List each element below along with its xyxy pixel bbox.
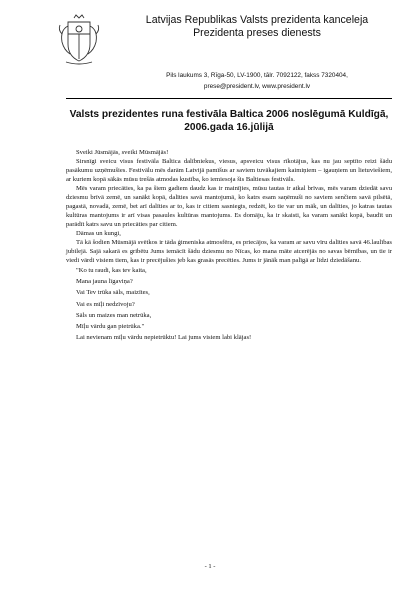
address-line-2: prese@president.lv, www.president.lv [203,83,311,90]
org-line-2: Prezidenta preses dienests [193,27,321,39]
closing-line: Lai nevienam mīļu vārdu nepietrūktu! Lai jums visiem labi klājas! [76,334,252,342]
coat-of-arms-icon [54,12,104,66]
song-verse [66,265,392,343]
org-line-1: Latvijas Republikas Valsts prezidenta kanceleja [145,14,369,26]
verse-line: "Ko tu raudi, kas tev kaita, [76,267,147,274]
organization-name [112,14,402,40]
verse-line: Sāls un maizes man netrūka, [76,311,152,319]
verse-line: Vai es mīļi nedzīvoju? [76,300,135,308]
address-line-1: Pils laukums 3, Rīga-50, LV-1900, tālr. 7092122, fakss 7320404, [166,72,348,79]
title-line-1: Valsts prezidentes runa festivāla Baltica 2006 noslēgumā Kuldīgā, [69,109,389,120]
page-number: - 1 - [204,563,216,570]
paragraph-3: Dāmas un kungi, [76,230,121,237]
speech-body [66,148,392,343]
verse-line: Mīļu vārdu gan pietrūka." [76,323,145,331]
paragraph-1: Sirsnīgi sveicu visus festivāla Baltica dalībniekus, viesus, apsveicu visus rīkotājus, kas nu jau septīto reizi šādu pasākumu uzņēmušies. Festivālu mēs darām Latvijā pamīšus ar saviem tuvākajiem kaimiņiem – igauņiem un lietuviešiem, ar kuriem kopā sākās mūsu trešās atmodas kustība, ko iemiesoja šis Baltiesas festivāls. [66,158,392,183]
document-title [66,108,392,134]
verse-line: Vai Tev trūka sāls, maizītes, [76,289,150,297]
title-line-2: 2006.gada 16.jūlijā [184,122,274,133]
header-divider [66,98,392,99]
greeting: Sveiki Jūsmājās, sveiki Mūsmājās! [76,149,169,156]
contact-address [112,70,402,92]
paragraph-4: Tā kā šodien Mūsmājā svētkos ir tāda ģimeniska atmosfēra, es priecājos, ka varam ar savu vīru dalīties savā 46.laulības jubilejā. Sajā sakarā es gribētu Jums iemācīt šādu dziesmu no Nīcas, ko mana māte atcerējās no savas bērnības, un tie ir viedi vārdi visiem tiem, kas ir precējušies jeb kas grasās precēties. Jums ir jānāk man palīgā ar līdzi dziedāšanu. [66,239,392,264]
verse-line: Mana jauna līgaviņa? [76,278,133,286]
paragraph-2: Mēs varam priecāties, ka pa šiem gadiem daudz kas ir mainījies, mūsu tautas ir atkal brīvas, mēs varam dziedāt savu dziesmu brīvā zemē, un sanākt kopā, dalīties savā mantojumā, ko katrs esam saņēmuši no saviem senčiem savā pilsētā, pagastā, novadā, zemē, bet arī dalīties ar to, kas ir citiem sasniegts, redzēt, ko tie var un māk, un dalīties, jo katras tautas kultūras mantojums ir arī visas pasaules kultūras mantojums. Es domāju, ka ir skaisti, ka varam sanākt kopā, baudīt un parādīt katrs savu un priecāties par citiem. [66,185,392,228]
